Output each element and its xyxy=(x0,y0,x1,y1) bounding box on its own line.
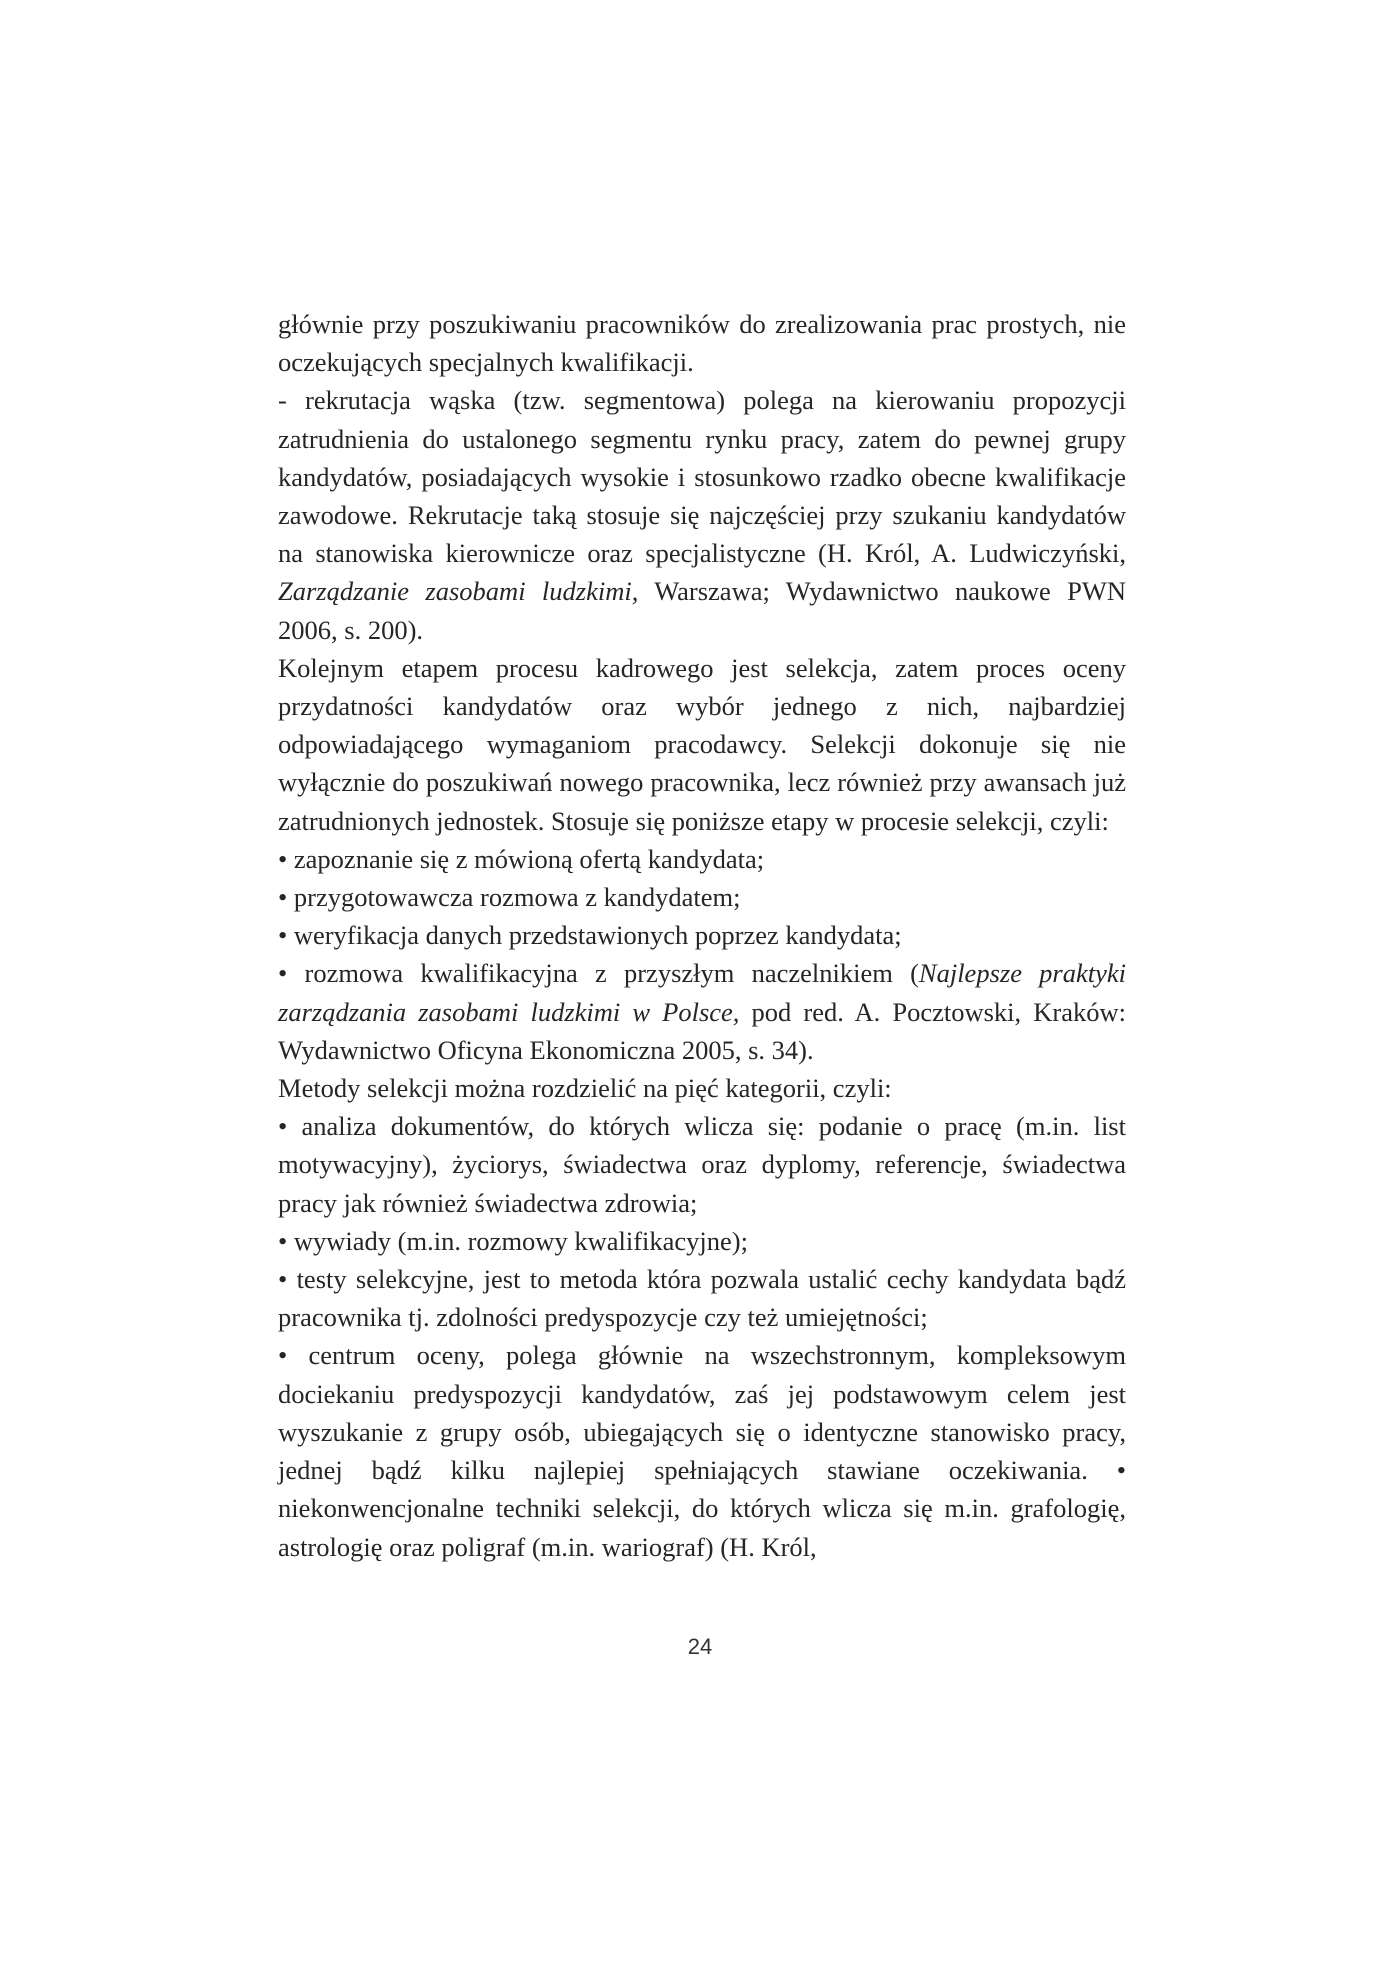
list-item xyxy=(278,1336,1126,1565)
text-run: • centrum oceny, polega głównie na wszechstronnym, kompleksowym dociekaniu predyspozycji kandydatów, zaś jej podstawowym celem jest wyszukanie z grupy osób, ubiegających się o identyczne stanowisko pracy, jednej bądź kilku najlepiej spełniających stawiane oczekiwania. • niekonwencjonalne techniki selekcji, do których wlicza się m.in. grafologię, astrologię oraz poligraf (m.in. wariograf) (H. Król, xyxy=(278,1340,1126,1562)
list-item xyxy=(278,916,1126,954)
paragraph-selection-methods xyxy=(278,1069,1126,1107)
text-run: - rekrutacja wąska (tzw. segmentowa) polega na kierowaniu propozycji zatrudnienia do ustalonego segmentu rynku pracy, zatem do pewnej grupy kandydatów, posiadających wysokie i stosunkowo rzadko obecne kwalifikacje zawodowe. Rekrutacje taką stosuje się najczęściej przy szukaniu kandydatów na stanowiska kierownicze oraz specjalistyczne (H. Król, A. Ludwiczyński, xyxy=(278,385,1126,569)
text-run: Metody selekcji można rozdzielić na pięć kategorii, czyli: xyxy=(278,1073,892,1104)
paragraph-selection xyxy=(278,649,1126,840)
text-run: • testy selekcyjne, jest to metoda która pozwala ustalić cechy kandydata bądź pracownika tj. zdolności predyspozycje czy też umiejętności; xyxy=(278,1264,1126,1333)
list-item xyxy=(278,954,1126,1069)
text-run: • rozmowa kwalifikacyjna z przyszłym naczelnikiem ( xyxy=(278,958,919,989)
text-run: Kolejnym etapem procesu kadrowego jest selekcja, zatem proces oceny przydatności kandydatów oraz wybór jednego z nich, najbardziej odpowiadającego wymaganiom pracodawcy. Selekcji dokonuje się nie wyłącznie do poszukiwań nowego pracownika, lecz również przy awansach już zatrudnionych jednostek. Stosuje się poniższe etapy w procesie selekcji, czyli: xyxy=(278,652,1126,836)
text-run: głównie przy poszukiwaniu pracowników do zrealizowania prac prostych, nie oczekujących specjalnych kwalifikacji. xyxy=(278,309,1126,378)
paragraph-narrow-recruitment xyxy=(278,381,1126,648)
list-item xyxy=(278,1107,1126,1222)
text-run: • wywiady (m.in. rozmowy kwalifikacyjne); xyxy=(278,1225,748,1256)
page-number: 24 xyxy=(687,1634,713,1659)
book-title: Zarządzanie zasobami ludzkimi, xyxy=(278,576,639,607)
text-run: • weryfikacja danych przedstawionych poprzez kandydata; xyxy=(278,920,902,951)
text-run: • przygotowawcza rozmowa z kandydatem; xyxy=(278,882,741,913)
paragraph-continued-recruitment xyxy=(278,305,1126,381)
page-body xyxy=(278,305,1126,1566)
list-item xyxy=(278,878,1126,916)
book-title: Najlepsze praktyki zarządzania zasobami ludzkimi w Polsce, xyxy=(278,958,1127,1027)
list-item xyxy=(278,1260,1126,1336)
text-run: • analiza dokumentów, do których wlicza się: podanie o pracę (m.in. list motywacyjny), życiorys, świadectwa oraz dyplomy, referencje, świadectwa pracy jak również świadectwa zdrowia; xyxy=(278,1111,1126,1218)
text-run: Warszawa; Wydawnictwo naukowe PWN 2006, s. 200). xyxy=(278,576,1126,645)
list-item xyxy=(278,1222,1126,1260)
text-run: pod red. A. Pocztowski, Kraków: Wydawnictwo Oficyna Ekonomiczna 2005, s. 34). xyxy=(278,996,1126,1065)
text-run: • zapoznanie się z mówioną ofertą kandydata; xyxy=(278,843,765,874)
list-item xyxy=(278,840,1126,878)
